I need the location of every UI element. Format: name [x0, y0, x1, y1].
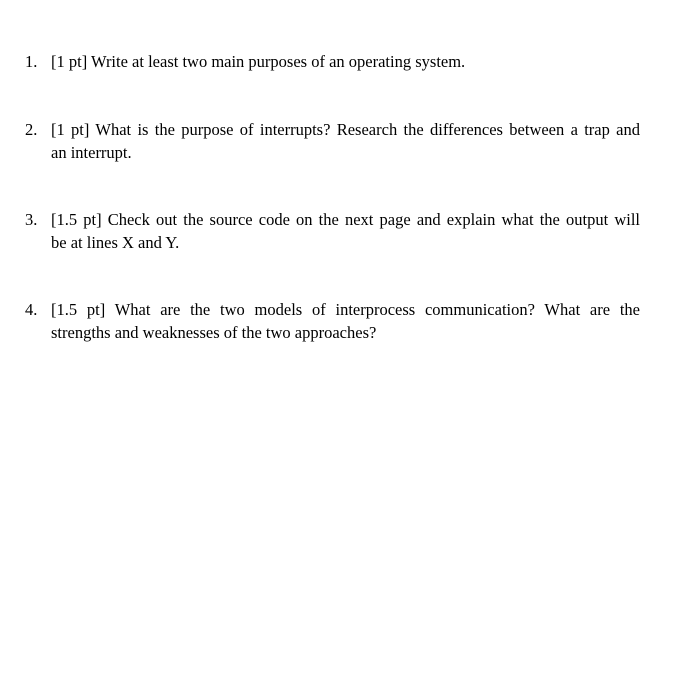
- question-text: [51, 298, 640, 344]
- question-number: 3.: [25, 210, 38, 229]
- question-number: 4.: [25, 300, 38, 319]
- question-text-line: [1.5 pt] What are the two models of interprocess communication? What are the: [51, 300, 640, 319]
- question-number: 2.: [25, 120, 38, 139]
- question-text: [51, 208, 640, 254]
- question-text-line: [1.5 pt] Check out the source code on the next page and explain what the output will: [51, 210, 640, 229]
- question-number: 1.: [25, 52, 38, 71]
- question-text-line: strengths and weaknesses of the two approaches?: [51, 323, 377, 342]
- question-text-line: [1 pt] What is the purpose of interrupts? Research the differences between a trap and: [51, 120, 640, 139]
- question-text: [51, 50, 640, 73]
- question-text: [51, 118, 640, 164]
- question-text-line: an interrupt.: [51, 143, 132, 162]
- question-text-line: be at lines X and Y.: [51, 233, 180, 252]
- question-text-line: [1 pt] Write at least two main purposes of an operating system.: [51, 52, 466, 71]
